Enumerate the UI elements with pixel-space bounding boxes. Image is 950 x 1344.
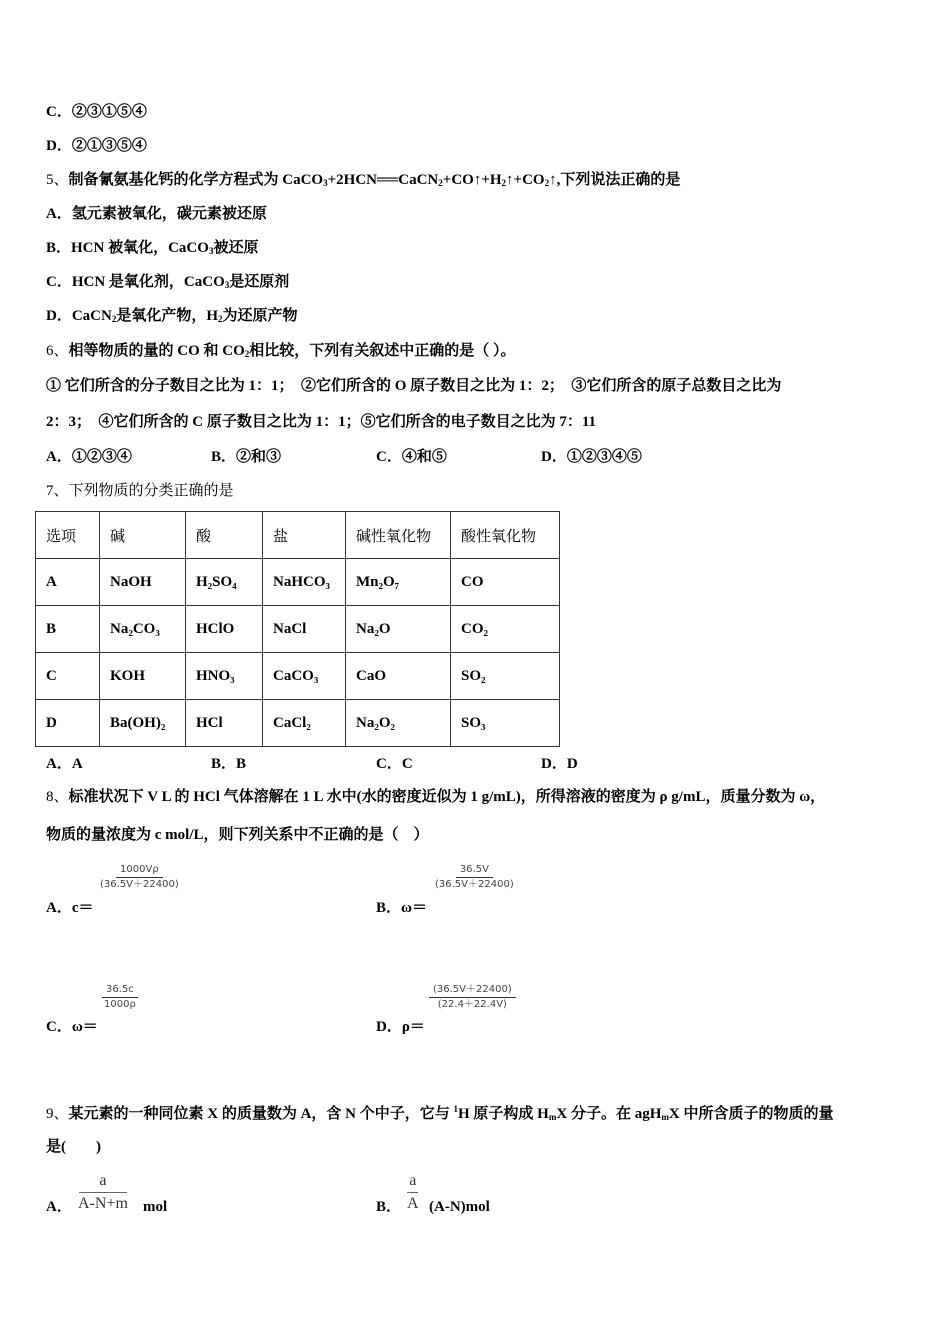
option-lhs: ω＝ — [71, 1019, 98, 1035]
option-letter: C． — [46, 1019, 72, 1035]
q6-stem — [46, 341, 516, 364]
option-text: A — [71, 756, 83, 772]
stem-text: X 中所含质子的物质的量 — [668, 1106, 834, 1122]
subscript: 2 — [218, 314, 223, 324]
fraction-denominator: (36.5V＋22400) — [100, 879, 179, 890]
fraction-numerator: a — [79, 1172, 126, 1193]
q5-option-d — [46, 306, 298, 329]
option-text: 氢元素被氧化，碳元素被还原 — [71, 206, 267, 222]
subscript: 2 — [244, 349, 250, 359]
option-text: B — [236, 756, 247, 772]
question-number: 8、 — [46, 789, 69, 805]
equals-arrow: ══ — [377, 172, 399, 188]
q7-option-c — [376, 754, 413, 774]
table-cell: SO₃ — [451, 700, 560, 747]
table-cell: Mn₂O₇ — [346, 559, 451, 606]
q9-option-a-suffix: mol — [143, 1199, 168, 1215]
option-letter: A． — [46, 206, 72, 222]
q9-option-b-fraction — [405, 1172, 421, 1213]
stem-text: H 原子构成 H — [458, 1106, 549, 1122]
q9-stem-line2: 是( ) — [46, 1139, 101, 1155]
q9-option-b-suffix: (A-N)mol — [429, 1199, 490, 1215]
q9-option-b — [376, 1197, 401, 1217]
stem-text: 相比较，下列有关叙述中正确的是（ ）。 — [249, 343, 516, 359]
table-header: 碱 — [100, 512, 186, 559]
table-row — [36, 559, 560, 606]
table-header: 碱性氧化物 — [346, 512, 451, 559]
fraction-denominator: 1000ρ — [104, 999, 136, 1010]
fraction-denominator: A-N+m — [78, 1195, 128, 1212]
q5-option-b — [46, 238, 258, 261]
option-letter: B． — [211, 449, 237, 465]
stem-text: 相等物质的量的 CO 和 CO — [68, 343, 245, 359]
table-cell: A — [36, 559, 100, 606]
option-lhs: ω＝ — [401, 900, 427, 916]
stem-text: 标准状况下 V L 的 HCl 气体溶解在 1 L 水中(水的密度近似为 1 g/mL)，所得溶液的密度为 ρ g/mL，质量分数为 ω， — [68, 789, 826, 805]
table-cell: HClO — [186, 606, 263, 653]
q9-option-a — [46, 1197, 72, 1217]
option-letter: D． — [376, 1019, 402, 1035]
stem-text: 下列物质的分类正确的是 — [68, 483, 234, 499]
option-text: CaCN — [71, 308, 112, 324]
option-text: ②③①⑤④ — [71, 104, 147, 120]
table-cell: CaCl₂ — [263, 700, 346, 747]
option-text: 被还原 — [213, 240, 259, 256]
option-letter: C． — [46, 104, 72, 120]
q7-option-b — [211, 754, 246, 774]
table-cell: NaHCO₃ — [263, 559, 346, 606]
option-letter: B． — [376, 1199, 402, 1215]
table-cell: CaCO₃ — [263, 653, 346, 700]
stem-text: 制备氰氨基化钙的化学方程式为 CaCO — [68, 172, 324, 188]
subscript: 3 — [224, 280, 230, 290]
subscript: 3 — [208, 246, 214, 256]
q4-option-c — [46, 102, 147, 122]
option-letter: A． — [46, 900, 72, 916]
question-number: 5、 — [46, 172, 69, 188]
table-cell: C — [36, 653, 100, 700]
option-letter: B． — [211, 756, 237, 772]
option-text: ②和③ — [236, 449, 282, 465]
q5-option-a — [46, 204, 267, 224]
option-lhs: ρ＝ — [401, 1019, 425, 1035]
table-cell: Na₂O — [346, 606, 451, 653]
table-cell: CaO — [346, 653, 451, 700]
fraction-numerator: 36.5V — [456, 864, 493, 878]
q9-stem-line1 — [46, 1099, 833, 1127]
question-number: 6、 — [46, 343, 69, 359]
stem-text: ↑+CO — [506, 172, 545, 188]
table-cell: HCl — [186, 700, 263, 747]
table-cell: KOH — [100, 653, 186, 700]
fraction-numerator: (36.5V＋22400) — [429, 984, 516, 998]
q7-option-a — [46, 754, 83, 774]
q8-option-c — [46, 1017, 98, 1037]
q8-option-d-fraction — [429, 984, 516, 1011]
option-text: ②①③⑤④ — [71, 138, 147, 154]
superscript: 1 — [453, 1104, 459, 1114]
table-cell: NaCl — [263, 606, 346, 653]
q5-option-c — [46, 272, 289, 295]
q7-option-d — [541, 754, 578, 774]
option-text: HCN 是氧化剂，CaCO — [71, 274, 225, 290]
table-row — [36, 653, 560, 700]
q8-stem-line1 — [46, 787, 825, 807]
stem-text: +CO↑+H — [442, 172, 502, 188]
option-letter: A． — [46, 756, 72, 772]
question-number: 9、 — [46, 1106, 69, 1122]
table-cell: CO — [451, 559, 560, 606]
table-header-row — [36, 512, 560, 559]
table-cell: NaOH — [100, 559, 186, 606]
option-text: ①②③④ — [71, 449, 132, 465]
option-letter: C． — [376, 756, 402, 772]
option-letter: D． — [46, 308, 72, 324]
q8-option-d — [376, 1017, 425, 1037]
subscript: 3 — [323, 178, 328, 188]
fraction-numerator: a — [407, 1172, 418, 1193]
fraction-denominator: (22.4＋22.4V) — [437, 999, 507, 1010]
subscript: m — [548, 1112, 557, 1122]
table-header: 酸 — [186, 512, 263, 559]
fraction-denominator: (36.5V＋22400) — [435, 879, 514, 890]
option-text: 是氧化产物，H — [116, 308, 219, 324]
q8-option-a — [46, 898, 94, 918]
stem-text: CaCN — [398, 172, 439, 188]
option-letter: D． — [541, 756, 567, 772]
option-text: ④和⑤ — [401, 449, 447, 465]
q6-statements-line1: ① 它们所含的分子数目之比为 1：1； ②它们所含的 O 原子数目之比为 1：2； ③它们所含的原子总数目之比为 — [46, 378, 782, 394]
q8-option-b-fraction — [431, 864, 518, 891]
subscript: 2 — [111, 314, 117, 324]
classification-table — [35, 511, 560, 747]
table-cell: Na₂O₂ — [346, 700, 451, 747]
subscript: m — [661, 1112, 669, 1122]
q8-option-b — [376, 898, 427, 918]
question-number: 7、 — [46, 483, 69, 499]
option-letter: B． — [46, 240, 72, 256]
option-text: 为还原产物 — [222, 308, 298, 324]
q5-stem — [46, 170, 680, 193]
fraction-denominator: A — [407, 1195, 419, 1212]
table-row — [36, 606, 560, 653]
stem-text: X 分子。在 agH — [556, 1106, 662, 1122]
q8-option-a-fraction — [96, 864, 183, 891]
subscript: 2 — [438, 178, 443, 188]
fraction-numerator: 36.5c — [102, 984, 138, 998]
table-cell: SO₂ — [451, 653, 560, 700]
stem-text: +2HCN — [327, 172, 377, 188]
option-letter: C． — [46, 274, 72, 290]
fraction-numerator: 1000Vρ — [116, 864, 163, 878]
subscript: 2 — [501, 178, 507, 188]
option-letter: D． — [541, 449, 567, 465]
option-text: HCN 被氧化，CaCO — [71, 240, 209, 256]
stem-text: 某元素的一种同位素 X 的质量数为 A，含 N 个中子，它与 — [68, 1106, 454, 1122]
option-text: D — [566, 756, 578, 772]
table-cell: HNO₃ — [186, 653, 263, 700]
q6-option-c — [376, 447, 447, 467]
q8-stem-line2: 物质的量浓度为 c mol/L，则下列关系中不正确的是（ ） — [46, 827, 429, 843]
q6-option-b — [211, 447, 281, 467]
table-row — [36, 700, 560, 747]
table-cell: B — [36, 606, 100, 653]
option-letter: A． — [46, 449, 72, 465]
table-header: 酸性氧化物 — [451, 512, 560, 559]
table-header: 盐 — [263, 512, 346, 559]
table-cell: D — [36, 700, 100, 747]
q6-option-a — [46, 447, 132, 467]
option-letter: B． — [376, 900, 402, 916]
option-letter: D． — [46, 138, 72, 154]
table-header: 选项 — [36, 512, 100, 559]
option-text: C — [401, 756, 413, 772]
table-cell: H₂SO₄ — [186, 559, 263, 606]
subscript: 2 — [544, 178, 550, 188]
q7-stem — [46, 481, 234, 501]
q8-option-c-fraction — [100, 984, 140, 1011]
option-text: ①②③④⑤ — [566, 449, 642, 465]
q6-option-d — [541, 447, 642, 467]
q6-statements-line2: 2：3； ④它们所含的 C 原子数目之比为 1：1；⑤它们所含的电子数目之比为 7：11 — [46, 414, 597, 430]
option-lhs: c＝ — [71, 900, 94, 916]
stem-text: ↑,下列说法正确的是 — [549, 172, 681, 188]
option-letter: A． — [46, 1199, 72, 1215]
table-cell: Na₂CO₃ — [100, 606, 186, 653]
option-letter: C． — [376, 449, 402, 465]
q4-option-d — [46, 136, 147, 156]
table-cell: Ba(OH)₂ — [100, 700, 186, 747]
option-text: 是还原剂 — [229, 274, 290, 290]
table-cell: CO₂ — [451, 606, 560, 653]
q9-option-a-fraction — [76, 1172, 130, 1213]
